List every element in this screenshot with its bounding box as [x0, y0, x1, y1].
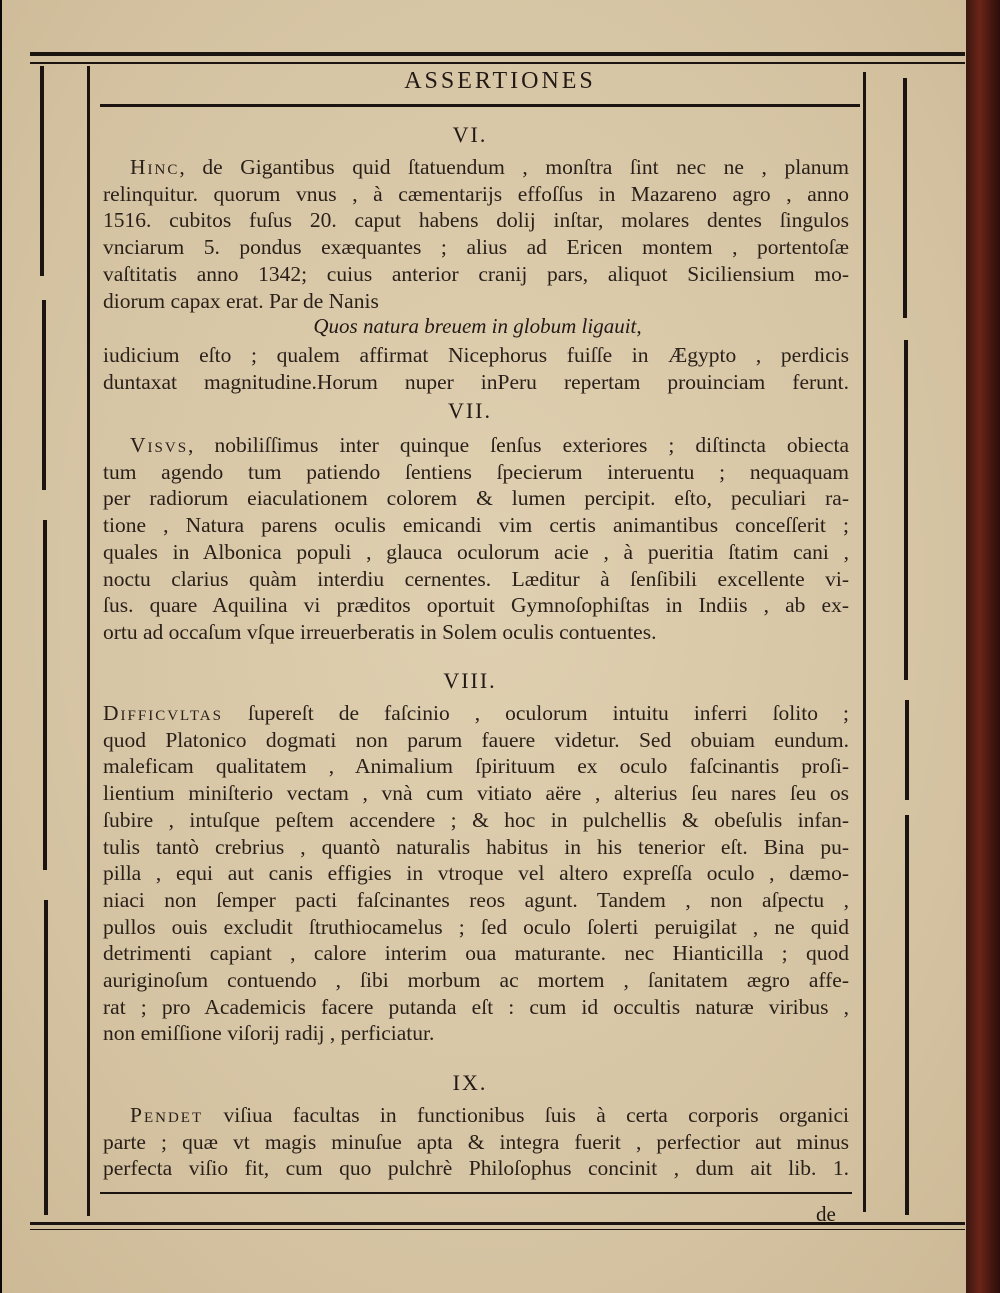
text-line: Visvs, nobiliſſimus inter quinque ſenſus exteriores ; diſtincta obiecta — [130, 433, 849, 457]
lead-word: Difficvltas — [103, 701, 223, 725]
top-frame-rule-inner — [30, 62, 965, 64]
text-line: per radiorum eiaculationem colorem & lumen percipit. eſto, peculiari ra- — [103, 486, 849, 511]
text-line: niaci non ſemper pacti faſcinantes reos agunt. Tandem , non aſpectu , — [103, 887, 849, 912]
section-numeral: VI. — [452, 122, 488, 147]
text-line: quod Platonico dogmati non parum fauere videtur. Sed obuiam eundum. — [103, 727, 849, 752]
right-inner-rule — [863, 72, 866, 1212]
paragraph-ix — [103, 1102, 849, 1182]
left-margin-rule — [40, 66, 44, 276]
text-line: parte ; quæ vt magis minuſue apta & integra fuerit , perfectior aut minus — [103, 1129, 849, 1154]
text-line: relinquitur. quorum vnus , à cæmentarijs effoſſus in Mazareno agro , anno — [103, 181, 849, 206]
text-line: Difficvltas ſupereſt de faſcinio , oculorum intuitu inferri ſolito ; — [103, 701, 849, 725]
text-line: ſubire , intuſque peſtem accendere ; & hoc in pulchellis & obeſulis infan- — [103, 807, 849, 832]
top-frame-rule — [30, 52, 965, 56]
left-inner-rule — [87, 66, 90, 1216]
text-line: vaſtitatis anno 1342; cuius anterior cranij pars, aliquot Siciliensium mo- — [103, 261, 849, 286]
running-head: ASSERTIONES — [404, 68, 596, 94]
paragraph-vii — [103, 432, 849, 646]
footer-frame-rule-inner — [30, 1229, 965, 1230]
text-line: vnciarum 5. pondus exæquantes ; alius ad Ericen montem , portentoſæ — [103, 235, 849, 260]
text-line: noctu clarius quàm interdiu cernentes. Læditur à ſenſibili excellente vi- — [103, 566, 849, 591]
text-line: 1516. cubitos fuſus 20. caput habens dolij inſtar, molares dentes ſingulos — [103, 208, 849, 233]
section-numeral: VIII. — [443, 668, 497, 693]
text-bottom-rule — [100, 1192, 852, 1194]
paragraph-vi — [103, 154, 849, 314]
paragraph-vi-continued — [103, 342, 849, 395]
text-line: lientium miniſterio vectam , vnà cum vitiato aëre , alterius ſeu nares ſeu os — [103, 781, 849, 806]
text-line: quales in Albonica populi , glauca oculorum acie , à pueritia ſtatim cani , — [103, 539, 849, 564]
left-margin-rule — [43, 520, 47, 870]
left-margin-rule — [44, 900, 48, 1215]
text-line: tum agendo tum patiendo ſentiens ſpecierum interuentu ; nequaquam — [103, 459, 849, 484]
italic-quote: Quos natura breuem in globum ligauit, — [313, 314, 642, 338]
text-line: perfecta viſio fit, cum quo pulchrè Philoſophus concinit , dum ait lib. 1. — [103, 1156, 849, 1181]
lead-word: Pendet — [130, 1103, 204, 1127]
text-line: non emiſſione viſorij radij , perficiatur. — [103, 1021, 435, 1046]
section-numeral: IX. — [452, 1070, 488, 1095]
text-line: Pendet viſiua facultas in functionibus ſuis à certa corporis organici — [130, 1103, 849, 1127]
text-line: iudicium eſto ; qualem affirmat Nicephorus fuiſſe in Ægypto , perdicis — [103, 343, 849, 367]
header-rule — [100, 104, 860, 107]
text-line: diorum capax erat. Par de Nanis — [103, 288, 379, 313]
text-line: tulis tantò crebrius , quantò naturalis habitus in his tenerior eſt. Bina pu- — [103, 834, 849, 859]
text-line: pullos ouis excludit ſtruthiocamelus ; ſed oculo ſolerti peruigilat , ne quid — [103, 914, 849, 939]
text-line: ſus. quare Aquilina vi præditos oportuit Gymnoſophiſtas in Indiis , ab ex- — [103, 593, 849, 618]
text-line: duntaxat magnitudine.Horum nuper inPeru repertam prouinciam ferunt. — [103, 369, 849, 394]
text-line: rat ; pro Academicis facere putanda eſt : cum id occultis naturæ viribus , — [103, 994, 849, 1019]
right-margin-rule — [904, 340, 908, 680]
right-margin-rule — [903, 78, 907, 318]
text-line: pilla , equi aut canis effigies in vtroque vel altero expreſſa oculo , dæmo- — [103, 861, 849, 886]
text-line: Hinc, de Gigantibus quid ſtatuendum , monſtra ſint nec ne , planum — [130, 155, 849, 179]
text-line: auriginoſum contuendo , ſibi morbum ac mortem , ſanitatem ægro affe- — [103, 968, 849, 993]
text-line: tione , Natura parens oculis emicandi vim certis animantibus conceſſerit ; — [103, 513, 849, 538]
catchword: de — [816, 1202, 836, 1226]
lead-word: Visvs — [130, 433, 189, 457]
text-line: maleficam qualitatem , Animalium ſpirituum ex oculo faſcinantis proſi- — [103, 754, 849, 779]
right-margin-rule — [905, 815, 909, 1215]
text-line: detrimenti capiant , calore interim oua maturante. nec Hianticilla ; quod — [103, 941, 849, 966]
lead-word: Hinc — [130, 155, 180, 179]
text-line: ortu ad occaſum vſque irreuerberatis in Solem oculis contuentes. — [103, 619, 657, 644]
paragraph-viii — [103, 700, 849, 1047]
section-numeral: VII. — [447, 398, 493, 423]
book-spine — [966, 0, 1000, 1293]
right-margin-rule — [905, 700, 909, 800]
